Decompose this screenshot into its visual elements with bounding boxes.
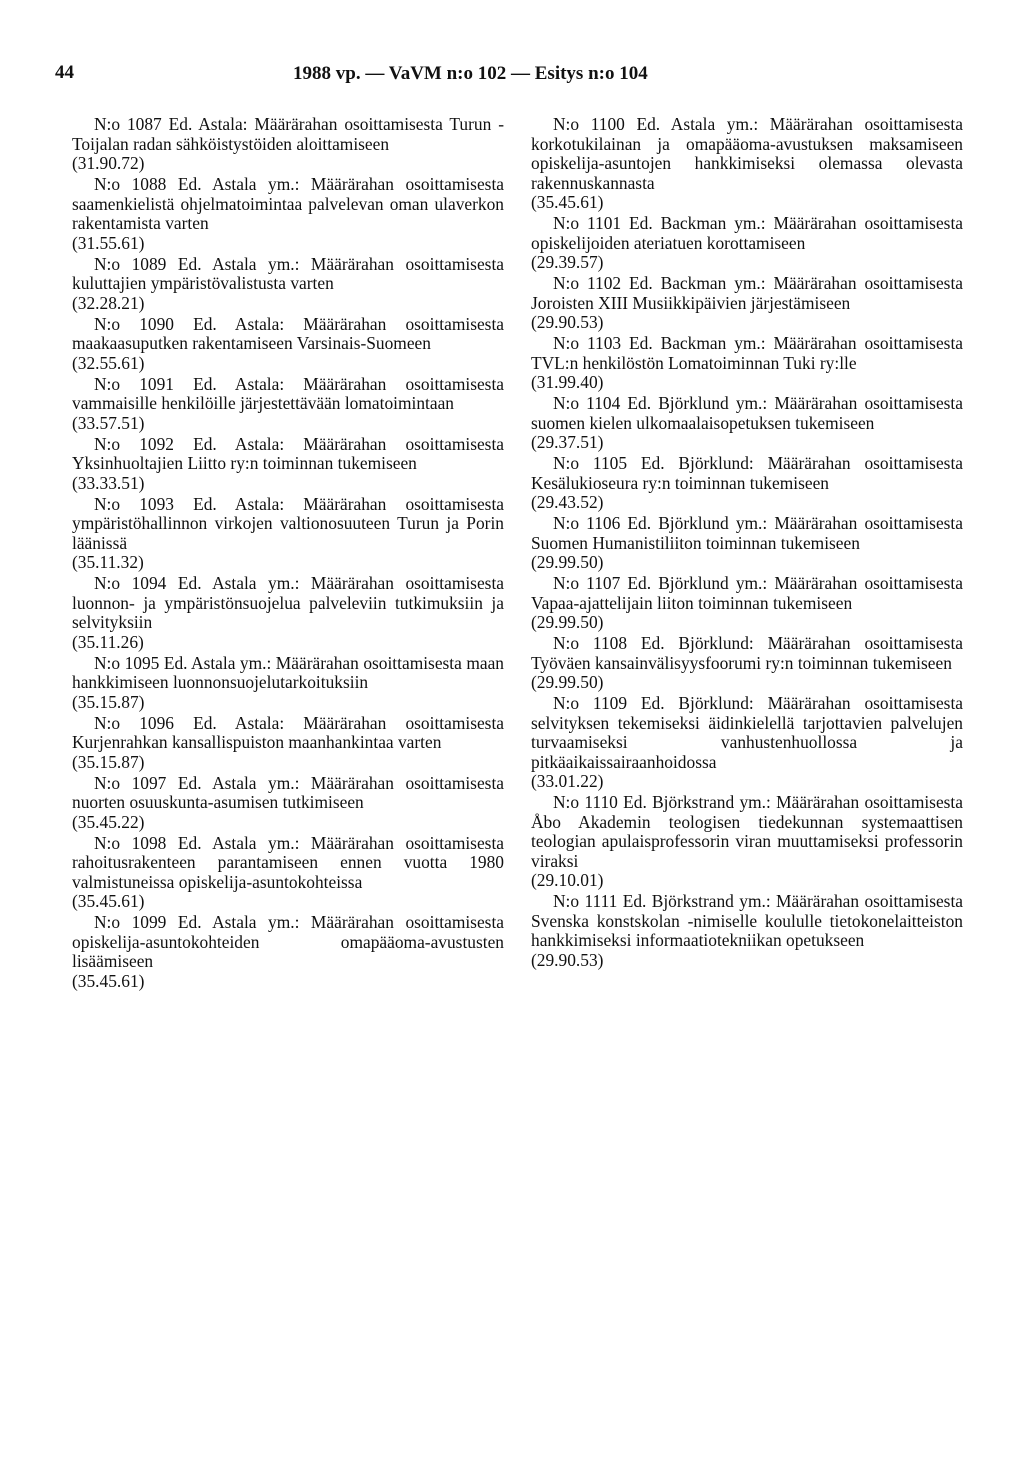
entry: [72, 495, 504, 573]
entry-code: (35.11.26): [72, 631, 144, 652]
entry-text: N:o 1107 Ed. Björklund ym.: Määrärahan osoittamisesta Vapaa-ajattelijain liiton toiminnan tukemiseen: [531, 573, 963, 613]
entry-code: (31.90.72): [72, 153, 145, 173]
entry-code: (33.33.51): [72, 472, 145, 493]
entry-code: (29.43.52): [531, 492, 604, 512]
entry-text: N:o 1099 Ed. Astala ym.: Määrärahan osoittamisesta opiskelija-asuntokohteiden omapääoma-avustusten lisäämiseen: [72, 912, 504, 971]
entry-code: (35.45.61): [531, 192, 604, 212]
entry-text: N:o 1101 Ed. Backman ym.: Määrärahan osoittamisesta opiskelijoiden ateriatuen korottamiseen: [531, 213, 963, 253]
entry-text: N:o 1093 Ed. Astala: Määrärahan osoittamisesta ympäristöhallinnon virkojen valtionosuuteen Turun ja Porin läänissä: [72, 493, 504, 553]
entry-code: (35.45.22): [72, 811, 145, 832]
entry-text: N:o 1094 Ed. Astala ym.: Määrärahan osoittamisesta luonnon- ja ympäristönsuojelua palveleviin tutkimuksiin ja selvityksiin: [72, 573, 504, 632]
entry-text: N:o 1108 Ed. Björklund: Määrärahan osoittamisesta Työväen kansainvälisyysfoorumi ry:n toiminnan tukemiseen: [531, 633, 963, 673]
entry: [72, 774, 504, 833]
entry: [531, 793, 963, 891]
entry-code: (32.55.61): [72, 352, 145, 373]
entry-code: (29.99.50): [531, 672, 604, 692]
entry-code: (29.90.53): [531, 312, 604, 332]
entry: [531, 892, 963, 970]
entry: [72, 175, 504, 253]
entry-code: (35.15.87): [72, 751, 145, 772]
entry: [531, 214, 963, 273]
entry-text: N:o 1111 Ed. Björkstrand ym.: Määrärahan osoittamisesta Svenska konstskolan -nimiselle koululle tietokonelaitteiston hankkimiseksi informaatiotekniikan opetukseen: [531, 891, 963, 950]
entry-text: N:o 1091 Ed. Astala: Määrärahan osoittamisesta vammaisille henkilöille järjestettävään lomatoimintaan: [72, 373, 504, 413]
entry-text: N:o 1095 Ed. Astala ym.: Määrärahan osoittamisesta maan hankkimiseen luonnonsuojelutarkoituksiin: [72, 652, 504, 692]
entry-code: (29.39.57): [531, 252, 604, 272]
entry-text: N:o 1088 Ed. Astala ym.: Määrärahan osoittamisesta saamenkielistä ohjelmatoimintaa palvelevan oman ulaverkon rakentamista varten: [72, 174, 504, 233]
entry-code: (35.15.87): [72, 691, 145, 712]
entry: [531, 454, 963, 513]
entry: [72, 315, 504, 374]
entry-text: N:o 1092 Ed. Astala: Määrärahan osoittamisesta Yksinhuoltajien Liitto ry:n toiminnan tukemiseen: [72, 433, 504, 473]
entry-text: N:o 1090 Ed. Astala: Määrärahan osoittamisesta maakaasuputken rakentamiseen Varsinais-Suomeen: [72, 313, 504, 353]
entry: [531, 394, 963, 453]
entry: [531, 514, 963, 573]
entry-text: N:o 1097 Ed. Astala ym.: Määrärahan osoittamisesta nuorten osuuskunta-asumisen tutkimiseen: [72, 772, 504, 812]
entry-code: (33.57.51): [72, 412, 145, 433]
entry: [72, 435, 504, 494]
left-column: [72, 115, 504, 993]
entry-code: (35.45.61): [72, 891, 145, 911]
entry: [531, 694, 963, 792]
entry: [531, 334, 963, 393]
entry-code: (35.11.32): [72, 552, 144, 572]
entry-text: N:o 1105 Ed. Björklund: Määrärahan osoittamisesta Kesälukioseura ry:n toiminnan tukemiseen: [531, 453, 963, 493]
entry: [72, 574, 504, 652]
entry: [72, 654, 504, 713]
entry-text: N:o 1102 Ed. Backman ym.: Määrärahan osoittamisesta Joroisten XIII Musiikkipäivien järjestämiseen: [531, 273, 963, 313]
running-head: 1988 vp. — VaVM n:o 102 — Esitys n:o 104: [293, 63, 648, 84]
entry: [72, 834, 504, 912]
entry-code: (31.55.61): [72, 232, 145, 253]
entry-text: N:o 1089 Ed. Astala ym.: Määrärahan osoittamisesta kuluttajien ympäristövalistusta varten: [72, 253, 504, 293]
entry: [531, 574, 963, 633]
entry-text: N:o 1110 Ed. Björkstrand ym.: Määrärahan osoittamisesta Åbo Akademin teologisen tiedekunnan systemaattisen teologian apulaisprofessorin viran muuttamiseksi professorin viraksi: [531, 792, 963, 871]
entry-text: N:o 1109 Ed. Björklund: Määrärahan osoittamisesta selvityksen tekemiseksi äidinkielellä tarjottavien palvelujen turvaamiseksi vanhustenhuollossa ja pitkäaikaissairaanhoidossa: [531, 693, 963, 772]
entry: [531, 634, 963, 693]
entry-text: N:o 1096 Ed. Astala: Määrärahan osoittamisesta Kurjenrahkan kansallispuiston maanhankintaa varten: [72, 712, 504, 752]
entry: [72, 115, 504, 174]
entry-text: N:o 1098 Ed. Astala ym.: Määrärahan osoittamisesta rahoitusrakenteen parantamiseen ennen vuotta 1980 valmistuneissa opiskelija-asuntokohteissa: [72, 832, 504, 892]
entry: [72, 714, 504, 773]
entry-code: (29.99.50): [531, 552, 604, 572]
entry-code: (35.45.61): [72, 970, 145, 991]
entry-text: N:o 1087 Ed. Astala: Määrärahan osoittamisesta Turun - Toijalan radan sähköistystöiden aloittamiseen: [72, 114, 504, 154]
entry-text: N:o 1100 Ed. Astala ym.: Määrärahan osoittamisesta korkotukilainan ja omapääoma-avustuksen maksamiseen opiskelija-asuntojen hankkimiseksi olemassa olevasta rakennuskannasta: [531, 114, 963, 193]
entry-code: (29.99.50): [531, 612, 604, 632]
entry-text: N:o 1103 Ed. Backman ym.: Määrärahan osoittamisesta TVL:n henkilöstön Lomatoiminnan Tuki ry:lle: [531, 333, 963, 373]
page-number: 44: [55, 62, 74, 83]
entry: [531, 274, 963, 333]
right-column: [531, 115, 963, 972]
entry-text: N:o 1106 Ed. Björklund ym.: Määrärahan osoittamisesta Suomen Humanistiliiton toiminnan tukemiseen: [531, 513, 963, 553]
entry-code: (29.37.51): [531, 432, 604, 452]
entry-text: N:o 1104 Ed. Björklund ym.: Määrärahan osoittamisesta suomen kielen ulkomaalaisopetuksen tukemiseen: [531, 393, 963, 433]
entry: [72, 255, 504, 314]
entry-code: (31.99.40): [531, 372, 604, 392]
entry-code: (29.10.01): [531, 870, 604, 890]
entry: [72, 913, 504, 991]
entry-code: (29.90.53): [531, 949, 604, 970]
entry-code: (33.01.22): [531, 771, 604, 791]
entry: [531, 115, 963, 213]
entry: [72, 375, 504, 434]
entry-code: (32.28.21): [72, 292, 145, 313]
